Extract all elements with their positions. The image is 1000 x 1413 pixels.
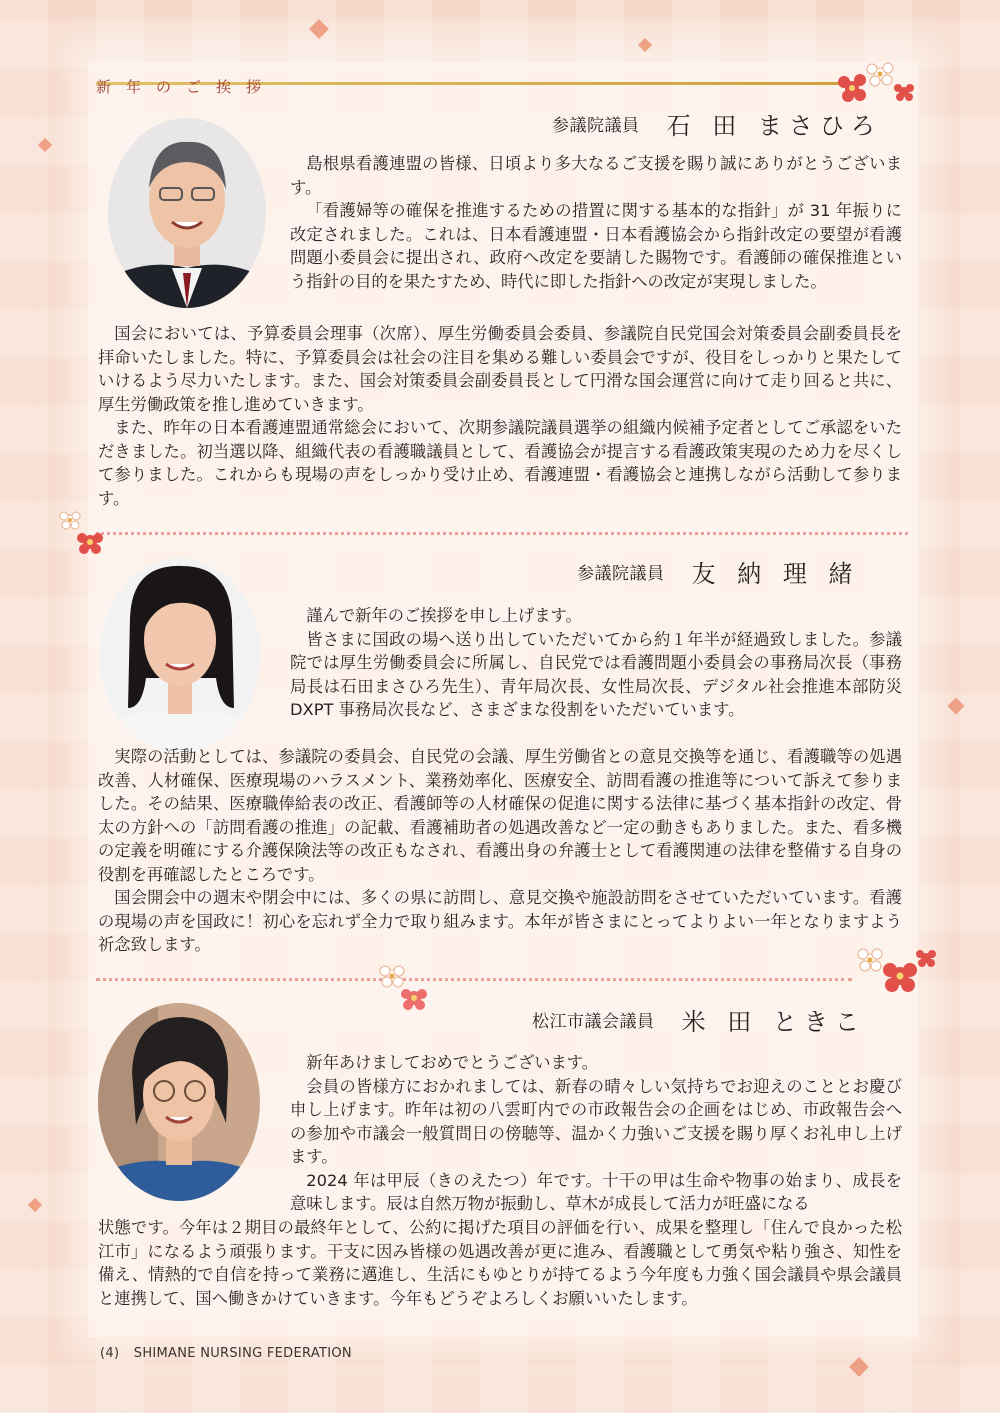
- speaker-role: 参議院議員: [552, 116, 640, 136]
- speaker-role: 松江市議会議員: [532, 1012, 655, 1032]
- paragraph: 国会開会中の週末や閉会中には、多くの県に訪問し、意見交換や施設訪問をさせていただいています。看護の現場の声を国政に！初心を忘れず全力で取り組みます。本年が皆さまにとってよりよい一年となりますよう祈念致します。: [98, 888, 902, 954]
- portrait-tomono: [100, 558, 260, 753]
- confetti-decoration: [638, 38, 652, 52]
- paragraph: 「看護婦等の確保を推進するための措置に関する基本的な指針」が 31 年振りに改定されました。これは、日本看護連盟・日本看護協会から指針改定の要望が看護問題小委員会に提出され、政府へ改定を要請した賜物です。看護師の確保推進という指針の目的を果たすため、時代に即した指針への改定が実現しました。: [290, 201, 902, 291]
- plum-blossom-icon: [372, 960, 442, 1015]
- speaker-name: 米 田 ときこ: [681, 1008, 866, 1036]
- speaker-name-line: [532, 1002, 866, 1037]
- confetti-decoration: [849, 1357, 869, 1377]
- section-1-text-beside: [290, 152, 902, 293]
- confetti-decoration: [28, 1198, 42, 1212]
- section-3-text-beside: [290, 1051, 902, 1216]
- confetti-decoration: [948, 698, 965, 715]
- section-1-text-full: [98, 322, 902, 510]
- paragraph: 新年あけましておめでとうございます。: [306, 1053, 599, 1072]
- paragraph: また、昨年の日本看護連盟通常総会において、次期参議院議員選挙の組織内候補予定者としてご承認をいただきました。初当選以降、組織代表の看護職議員として、看護協会が提言する看護政策実現のため力を尽くして参りました。これからも現場の声をしっかり受け止め、看護連盟・看護協会と連携しながら活動して参ります。: [98, 418, 902, 508]
- paragraph: 皆さまに国政の場へ送り出していただいてから約１年半が経過致しました。参議院では厚生労働委員会に所属し、自民党では看護問題小委員会の事務局次長（事務局長は石田まさひろ先生）、青年局次長、女性局次長、デジタル社会推進本部防災 DXPT 事務局次長など、さまざまな役割をいただいています。: [290, 629, 902, 719]
- page-footer: [100, 1346, 352, 1361]
- page-number: (4): [100, 1346, 120, 1361]
- section-3-text-full: [98, 1216, 902, 1310]
- speaker-name: 石 田 まさひろ: [666, 112, 882, 140]
- section-2-text-beside: [290, 604, 902, 722]
- paragraph: 国会においては、予算委員会理事（次席）、厚生労働委員会委員、参議院自民党国会対策委員会副委員長を拝命いたしました。特に、予算委員会は社会の注目を集める難しい委員会ですが、役目をしっかりと果たしていけるよう尽力いたします。また、国会対策委員会副委員長として円滑な国会運営に向けて走り回ると共に、厚生労働政策を推し進めていきます。: [98, 324, 902, 414]
- paragraph: 実際の活動としては、参議院の委員会、自民党の会議、厚生労働省との意見交換等を通じ、看護職等の処遇改善、人材確保、医療現場のハラスメント、業務効率化、医療安全、訪問看護の推進等について訴えて参りました。その結果、医療職俸給表の改正、看護師等の人材確保の促進に関する法律に基づく基本指針の改定、骨太の方針への「訪問看護の推進」の記載、看護補助者の処遇改善など一定の動きもありました。また、看多機の定義を明確にする介護保険法等の改正もなされ、看護出身の弁護士として看護関連の法律を整備する自身の役割を再確認したところです。: [98, 747, 902, 884]
- paragraph: 2024 年は甲辰（きのえたつ）年です。十干の甲は生命や物事の始まり、成長を意味します。辰は自然万物が振動し、草木が成長して活力が旺盛になる: [290, 1170, 902, 1213]
- portrait-ishida: [108, 118, 266, 308]
- confetti-decoration: [309, 19, 329, 39]
- speaker-role: 参議院議員: [577, 564, 665, 584]
- speaker-name: 友 納 理 緒: [691, 560, 860, 588]
- plum-blossom-icon: [56, 508, 116, 558]
- dotted-divider: [96, 978, 852, 981]
- paragraph: 会員の皆様方におかれましては、新春の晴々しい気持ちでお迎えのこととお慶び申し上げます。昨年は初の八雲町内での市政報告会の企画をはじめ、市政報告会への参加や市議会一般質問日の傍聴等、温かく力強いご支援を賜り厚くお礼申し上げます。: [290, 1076, 902, 1166]
- page-title: 新年のご挨拶: [96, 78, 277, 96]
- plum-blossom-icon: [830, 58, 920, 108]
- dotted-divider: [96, 532, 908, 535]
- paragraph: 謹んで新年のご挨拶を申し上げます。: [306, 606, 582, 625]
- confetti-decoration: [38, 138, 52, 152]
- paragraph: 島根県看護連盟の皆様、日頃より多大なるご支援を賜り誠にありがとうございます。: [290, 154, 902, 197]
- paragraph: 状態です。今年は２期目の最終年として、公約に掲げた項目の評価を行い、成果を整理し「住んで良かった松江市」になるよう頑張ります。干支に因み皆様の処遇改善が更に進み、看護職として勇気や粘り強さ、知性を備え、情熱的で自信を持って業務に邁進し、生活にもゆとりが持てるよう今年度も力強く国会議員や県会議員と連携して、国へ働きかけていきます。今年もどうぞよろしくお願いいたします。: [98, 1218, 902, 1308]
- section-2-text-full: [98, 745, 902, 957]
- speaker-name-line: [577, 554, 859, 589]
- portrait-yoneda: [98, 1003, 260, 1201]
- speaker-name-line: [552, 106, 882, 141]
- plum-blossom-icon: [848, 940, 938, 1000]
- organization-name: SHIMANE NURSING FEDERATION: [133, 1346, 352, 1361]
